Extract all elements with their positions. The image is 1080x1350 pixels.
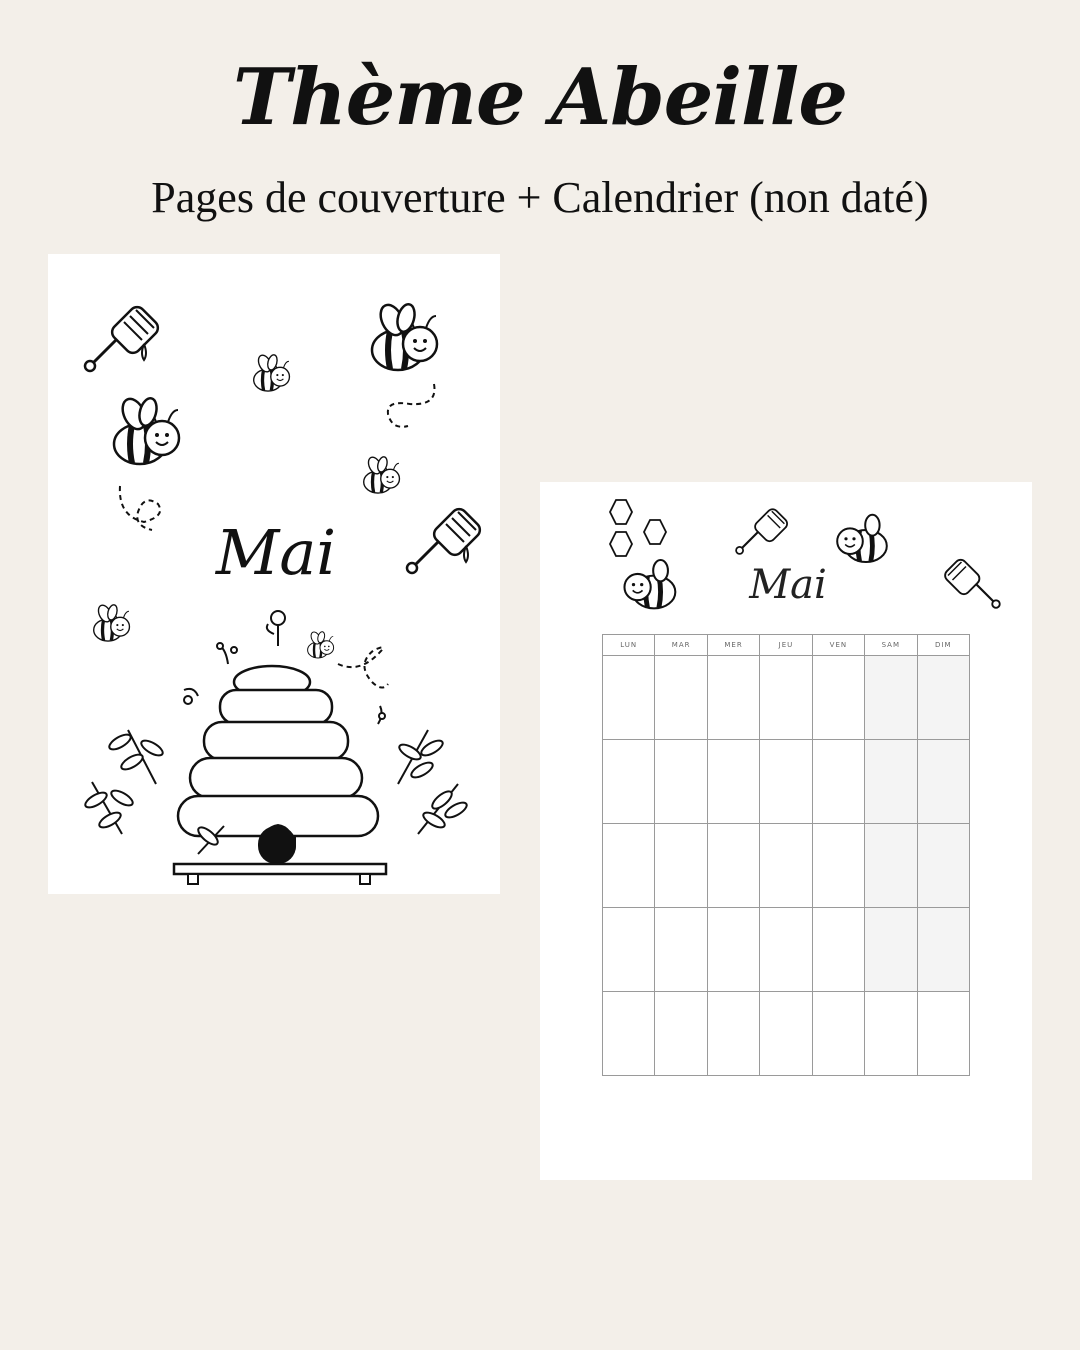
calendar-day-cell — [707, 992, 759, 1076]
calendar-day-cell — [760, 992, 812, 1076]
weekday-header: MER — [707, 635, 759, 656]
calendar-day-cell — [917, 908, 969, 992]
bee-icon — [94, 603, 130, 641]
honey-dipper-icon — [736, 507, 789, 554]
calendar-illustration — [540, 482, 1032, 632]
calendar-day-cell — [812, 656, 864, 740]
calendar-week-row — [603, 824, 970, 908]
calendar-day-cell — [603, 740, 655, 824]
calendar-week-row — [603, 908, 970, 992]
calendar-day-cell — [707, 824, 759, 908]
bee-icon — [114, 395, 179, 464]
page-subtitle: Pages de couverture + Calendrier (non daté) — [151, 173, 929, 222]
calendar-day-cell — [603, 656, 655, 740]
weekday-header: JEU — [760, 635, 812, 656]
calendar-day-cell — [655, 656, 707, 740]
cover-page — [48, 254, 500, 894]
calendar-week-row — [603, 740, 970, 824]
weekday-header-row — [603, 635, 970, 656]
calendar-day-cell — [812, 824, 864, 908]
calendar-day-cell — [655, 992, 707, 1076]
calendar-day-cell — [812, 992, 864, 1076]
honey-dipper-icon — [85, 304, 161, 371]
calendar-week-row — [603, 656, 970, 740]
weekday-header: SAM — [865, 635, 917, 656]
bee-icon — [372, 301, 437, 370]
weekday-header: LUN — [603, 635, 655, 656]
calendar-day-cell — [760, 656, 812, 740]
calendar-week-row — [603, 992, 970, 1076]
honeycomb-icon — [610, 500, 666, 556]
bee-icon — [254, 353, 290, 391]
calendar-day-cell — [917, 824, 969, 908]
calendar-day-cell — [707, 908, 759, 992]
calendar-day-cell — [603, 908, 655, 992]
cover-month-title: Mai — [215, 516, 337, 589]
honey-dipper-icon — [407, 506, 483, 573]
calendar-day-cell — [917, 740, 969, 824]
calendar-day-cell — [603, 992, 655, 1076]
weekday-header: VEN — [812, 635, 864, 656]
page-title: Thème Abeille — [233, 52, 847, 143]
calendar-day-cell — [760, 908, 812, 992]
bee-icon — [624, 560, 675, 608]
calendar-month-title: Mai — [749, 562, 827, 608]
calendar-day-cell — [655, 824, 707, 908]
calendar-day-cell — [812, 908, 864, 992]
calendar-day-cell — [865, 992, 917, 1076]
calendar-day-cell — [760, 824, 812, 908]
beehive-icon — [174, 666, 386, 884]
calendar-day-cell — [865, 824, 917, 908]
honey-dipper-icon — [943, 557, 1000, 607]
calendar-day-cell — [812, 740, 864, 824]
calendar-day-cell — [707, 656, 759, 740]
weekday-header: DIM — [917, 635, 969, 656]
calendar-day-cell — [655, 908, 707, 992]
calendar-grid — [602, 634, 970, 1076]
weekday-header: MAR — [655, 635, 707, 656]
calendar-day-cell — [707, 740, 759, 824]
calendar-day-cell — [603, 824, 655, 908]
calendar-day-cell — [865, 656, 917, 740]
bee-icon — [308, 631, 334, 658]
calendar-day-cell — [865, 908, 917, 992]
calendar-day-cell — [655, 740, 707, 824]
bee-icon — [837, 515, 887, 562]
calendar-day-cell — [760, 740, 812, 824]
bee-icon — [364, 455, 400, 493]
calendar-day-cell — [917, 656, 969, 740]
calendar-day-cell — [917, 992, 969, 1076]
calendar-day-cell — [865, 740, 917, 824]
calendar-page — [540, 482, 1032, 1180]
